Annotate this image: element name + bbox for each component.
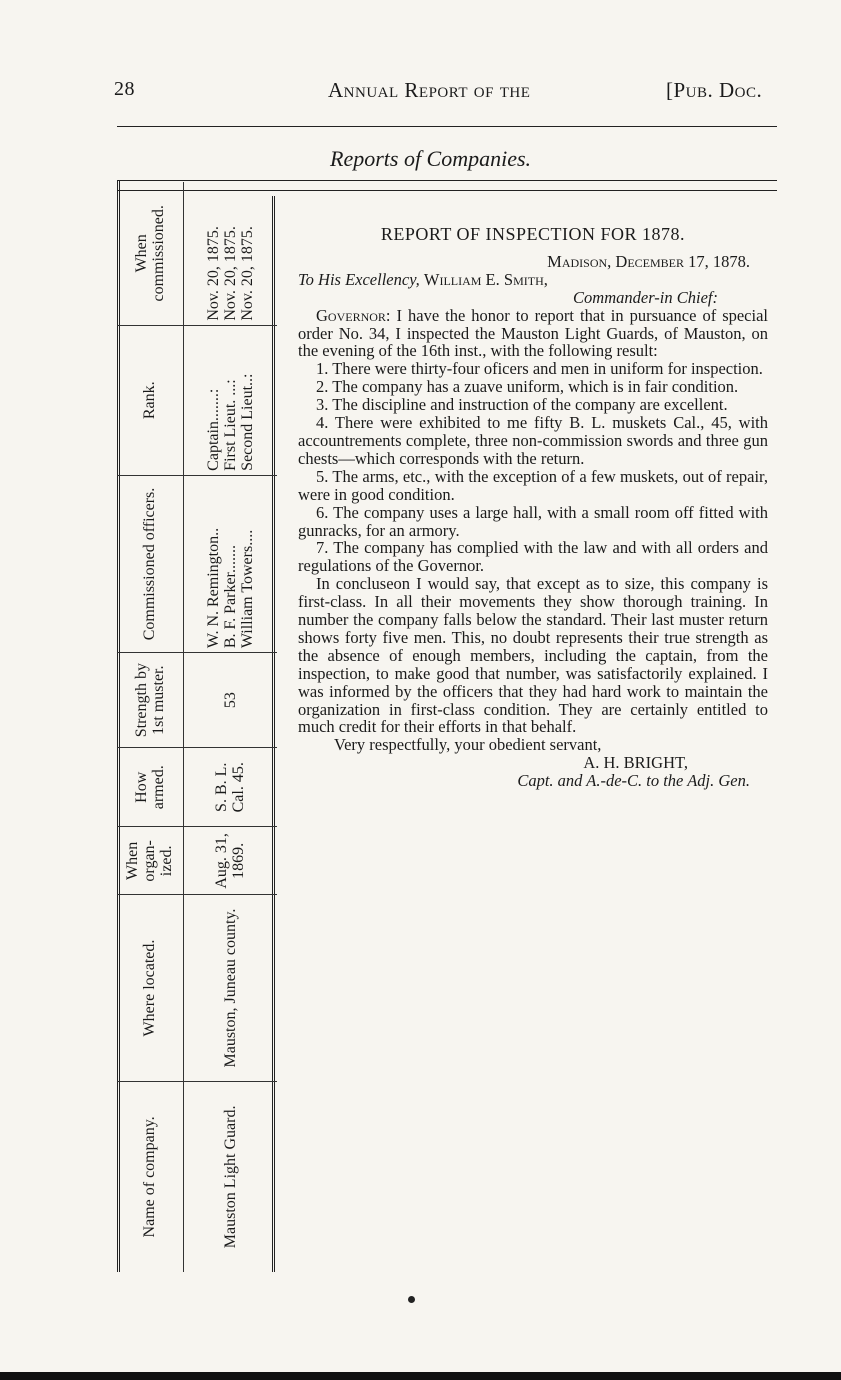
intro-text: I have the honor to report that in pursuance of special order No. 34, I inspected the Mauston Light Guards, of Mauston, on the evening of the 16th inst., with the following result: — [298, 305, 769, 361]
addressee — [298, 271, 768, 289]
scan-edge — [0, 1372, 841, 1380]
cell-officers — [183, 475, 277, 652]
dateline: Madison, December 17, 1878. — [547, 251, 750, 271]
officer-1: W. N. Remington.. — [204, 527, 222, 649]
closing: Very respectfully, your obedient servant, — [334, 735, 602, 755]
officer-2: B. F. Parker....... — [221, 545, 239, 649]
companies-table — [117, 182, 277, 1272]
table-header-row — [117, 182, 183, 1272]
table-top-rule — [117, 180, 777, 181]
finding-7: 7. The company has complied with the law and with all orders and regulations of the Governor. — [298, 538, 768, 576]
document-label: [Pub. Doc. — [666, 78, 763, 102]
col-header-armed: How armed. — [117, 748, 183, 827]
finding-1: 1. There were thirty-four oficers and men in uniform for inspection. — [316, 359, 763, 379]
signer-title: Capt. and A.-de-C. to the Adj. Gen. — [517, 771, 750, 791]
section-subtitle: Reports of Companies. — [330, 146, 532, 171]
cell-name: Mauston Light Guard. — [183, 1081, 277, 1272]
cell-armed: S. B. L. Cal. 45. — [183, 748, 277, 827]
table-row — [183, 182, 277, 1272]
conclusion-paragraph: In concluseon I would say, that except as to size, this company is first-class. In all their movements they show thorough training. In number the company falls below the standard. Their last muster return shows forty five men. This, no doubt represents their true strength as the absence of enough members, including the captain, from the inspection, to make good that number, was satisfactorily explained. I was informed by the officers that they had hard work to maintain the organization in first-class condition. They are certainly entitled to much credit for their efforts in that behalf. — [298, 574, 768, 737]
finding-3: 3. The discipline and instruction of the company are excellent. — [316, 395, 728, 415]
rank-2: First Lieut. ...: — [221, 379, 239, 471]
col-header-location: Where located. — [117, 895, 183, 1081]
cell-organized: Aug. 31, 1869. — [183, 827, 277, 895]
salutation: Governor: — [316, 305, 391, 325]
rank-3: Second Lieut..: — [238, 373, 256, 471]
ink-dot — [408, 1296, 415, 1303]
report-title: REPORT OF INSPECTION FOR 1878. — [380, 224, 686, 244]
addressee-prefix: To His Excellency, — [298, 269, 420, 289]
finding-5: 5. The arms, etc., with the exception of a few muskets, out of repair, were in good condition. — [298, 466, 768, 504]
commission-date-1: Nov. 20, 1875. — [204, 226, 222, 321]
col-header-name: Name of company. — [117, 1081, 183, 1272]
col-header-rank: Rank. — [117, 325, 183, 475]
inspection-report — [298, 226, 768, 790]
intro-paragraph — [298, 307, 768, 361]
cell-strength: 53 — [183, 653, 277, 748]
signer: A. H. BRIGHT, — [583, 753, 688, 773]
addressee-role: Commander-in Chief: — [573, 287, 718, 307]
col-header-organized: When organ- ized. — [117, 827, 183, 895]
cell-ranks — [183, 325, 277, 475]
commission-date-2: Nov. 20, 1875. — [221, 226, 239, 321]
col-header-commissioned: When commissioned. — [117, 182, 183, 325]
finding-4: 4. There were exhibited to me fifty B. L. muskets Cal., 45, with accountrements complete, three non-commission swords and three gun chests—which corresponds with the return. — [298, 413, 768, 468]
rank-1: Captain.......: — [204, 388, 222, 471]
officer-3: William Towers.... — [238, 529, 256, 649]
commission-date-3: Nov. 20, 1875. — [238, 226, 256, 321]
cell-commissioned — [183, 182, 277, 325]
col-header-strength: Strength by 1st muster. — [117, 653, 183, 748]
page-number: 28 — [114, 78, 135, 100]
finding-6: 6. The company uses a large hall, with a small room off fitted with gunracks, for an armory. — [298, 502, 768, 540]
addressee-name: William E. Smith, — [423, 269, 548, 289]
finding-2: 2. The company has a zuave uniform, which is in fair condition. — [316, 377, 739, 397]
col-header-officers: Commissioned officers. — [117, 475, 183, 652]
top-rule — [117, 126, 777, 127]
cell-location: Mauston, Juneau county. — [183, 895, 277, 1081]
running-title: Annual Report of the — [328, 78, 531, 102]
